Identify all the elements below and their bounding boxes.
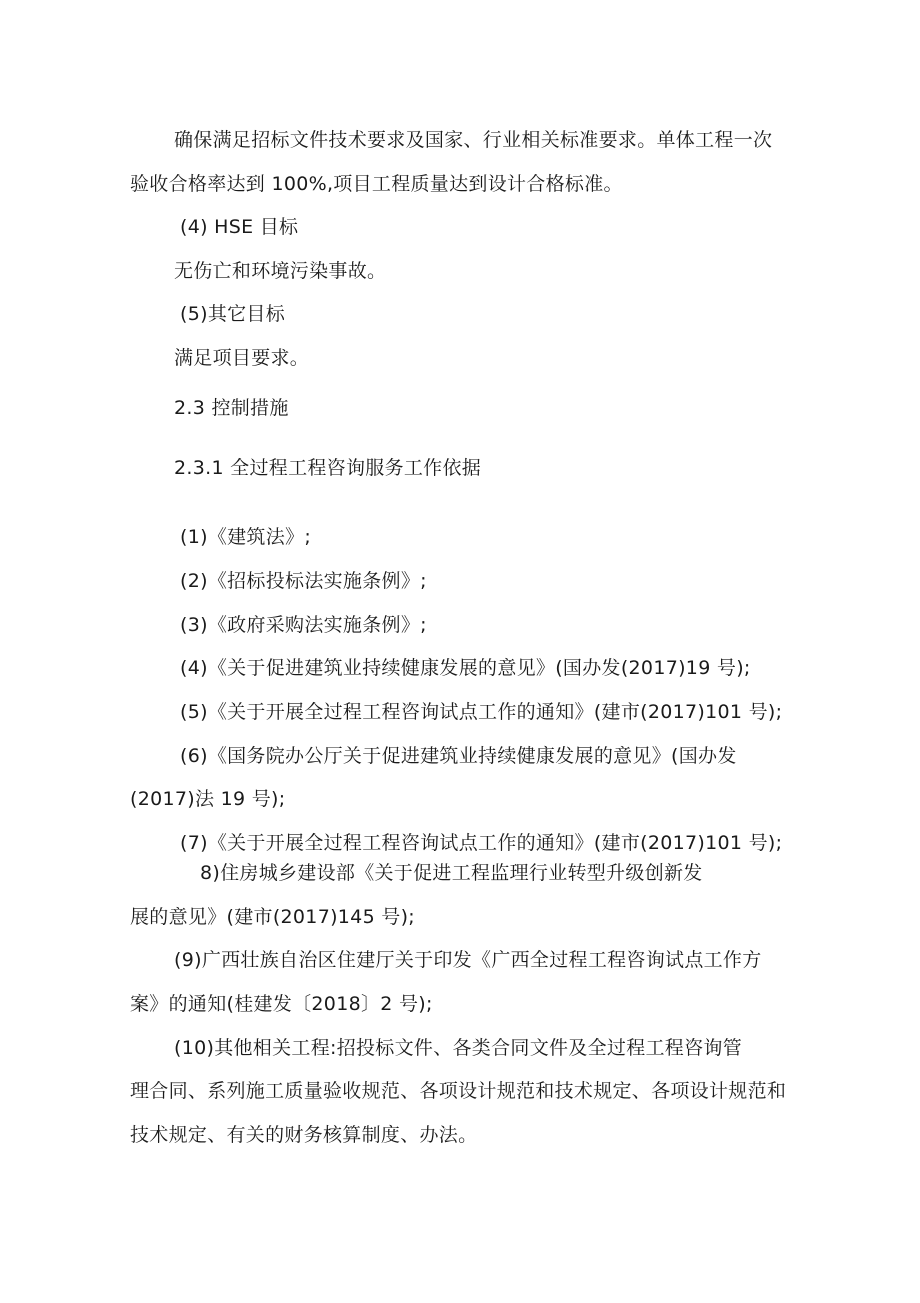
- list-item: (5)《关于开展全过程工程咨询试点工作的通知》(建市(2017)101 号);: [180, 701, 783, 723]
- section-heading: 2.3.1 全过程工程咨询服务工作依据: [174, 457, 482, 479]
- list-item: (7)《关于开展全过程工程咨询试点工作的通知》(建市(2017)101 号);: [180, 832, 783, 854]
- text-line: 满足项目要求。: [174, 347, 310, 369]
- list-item: (10)其他相关工程:招投标文件、各类合同文件及全过程工程咨询管: [174, 1037, 743, 1059]
- list-item: (6)《国务院办公厅关于促进建筑业持续健康发展的意见》(国办发: [180, 745, 737, 767]
- list-item: 技术规定、有关的财务核算制度、办法。: [130, 1124, 478, 1146]
- section-heading: 2.3 控制措施: [174, 397, 289, 419]
- list-item: (9)广西壮族自治区住建厅关于印发《广西全过程工程咨询试点工作方: [174, 949, 762, 971]
- list-item: (2)《招标投标法实施条例》;: [180, 570, 427, 592]
- list-item: (3)《政府采购法实施条例》;: [180, 614, 427, 636]
- list-item: (4)《关于促进建筑业持续健康发展的意见》(国办发(2017)19 号);: [180, 657, 751, 679]
- list-item: 8)住房城乡建设部《关于促进工程监理行业转型升级创新发: [200, 862, 703, 884]
- list-item: 理合同、系列施工质量验收规范、各项设计规范和技术规定、各项设计规范和: [130, 1080, 787, 1102]
- text-line: 无伤亡和环境污染事故。: [174, 260, 387, 282]
- text-line: 确保满足招标文件技术要求及国家、行业相关标准要求。单体工程一次: [174, 129, 773, 151]
- list-item: 展的意见》(建市(2017)145 号);: [130, 906, 416, 928]
- text-line: (4) HSE 目标: [180, 216, 299, 238]
- list-item: (2017)法 19 号);: [130, 788, 286, 810]
- text-line: 验收合格率达到 100%,项目工程质量达到设计合格标准。: [130, 173, 623, 195]
- list-item: 案》的通知(桂建发〔2018〕2 号);: [130, 993, 433, 1015]
- list-item: (1)《建筑法》;: [180, 526, 312, 548]
- text-line: (5)其它目标: [180, 303, 286, 325]
